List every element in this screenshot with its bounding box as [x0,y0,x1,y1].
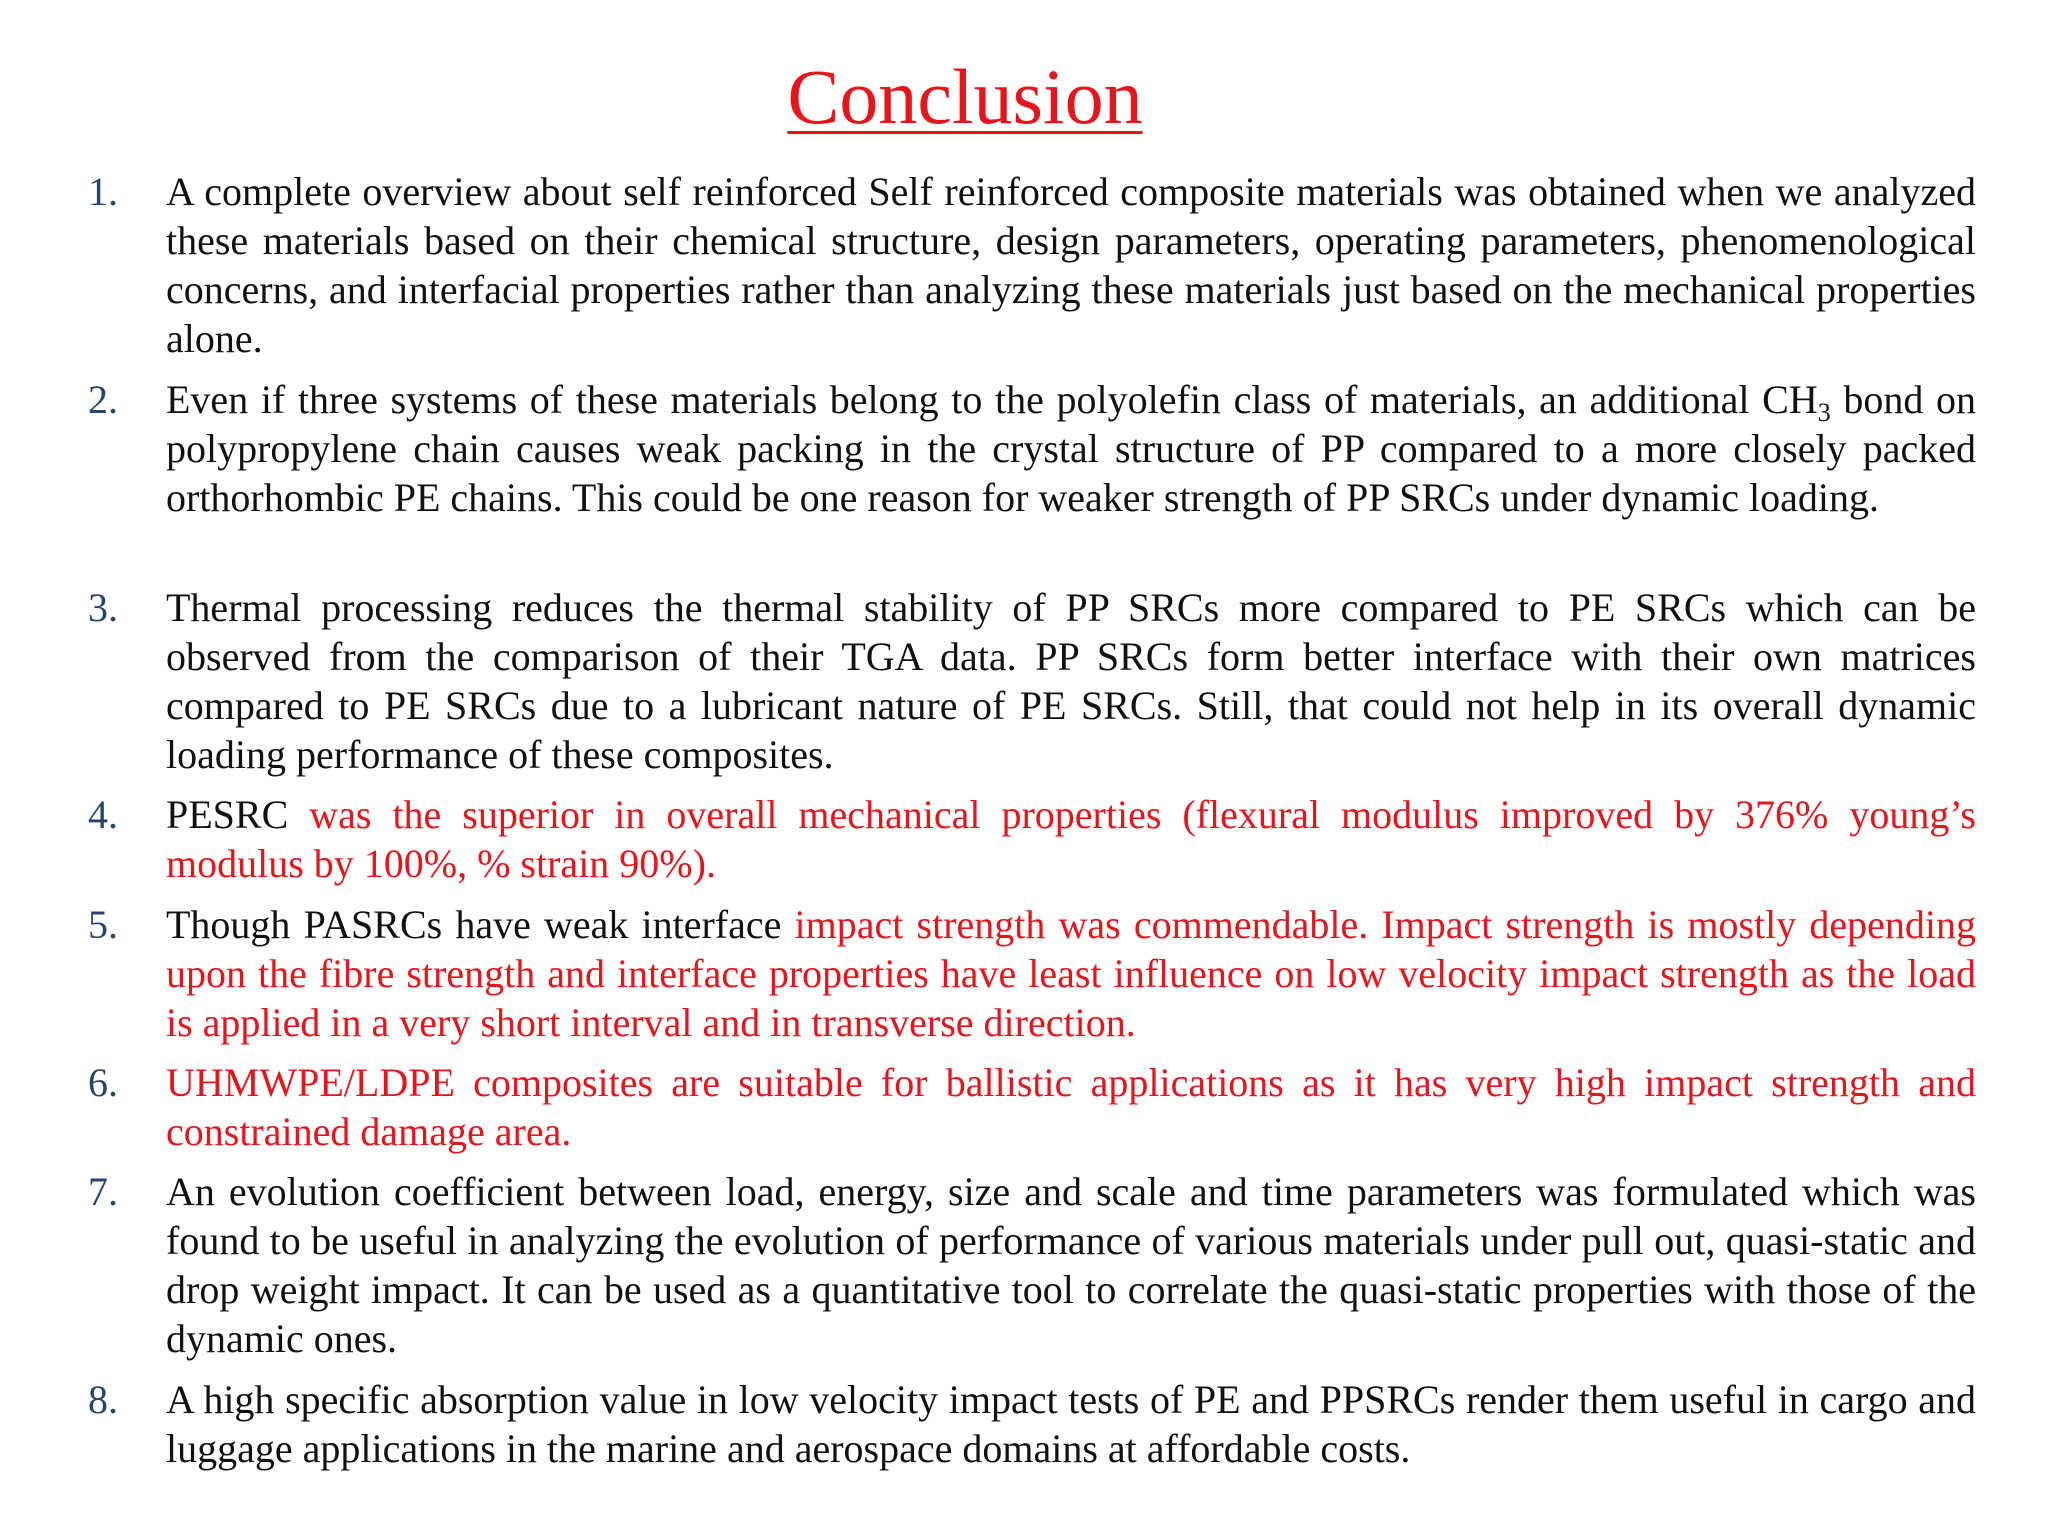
item-text: Even if three systems of these materials belong to the polyolefin class of materials, an additional $CH_3$ bond on polypropylene chain causes weak packing in the crystal structure of PP compared to a more closely packed orthorhombic PE chains. This could be one reason for weaker strength of PP SRCs under dynamic loading. [166,377,1977,520]
item-text: PESRC was the superior in overall mechanical properties (flexural modulus improved by 376% young’s modulus by 100%, % strain 90%). [166,792,1977,886]
item-number: 2. [88,377,118,422]
item-text [166,1058,1976,1156]
item-number: 4. [88,792,118,837]
highlighted-text: impact strength was commendable. Impact strength is mostly depending upon the fibre strength and interface properties have least influence on low velocity impact strength as the load is applied in a very short interval and in transverse direction. [166,902,1977,1045]
highlighted-text: UHMWPE/LDPE composites are suitable for ballistic applications as it has very high impact strength and constrained damage area. [166,1060,1976,1154]
item-number: 6. [88,1060,118,1105]
item-number: 5. [88,902,118,947]
item-number: 8. [88,1377,118,1422]
slide-title: Conclusion [787,53,1143,140]
subscript: 3 [1817,398,1831,427]
item-text: An evolution coefficient between load, energy, size and scale and time parameters was formulated which was found to be useful in analyzing the evolution of performance of various materials under pull out, quasi-static and drop weight impact. It can be used as a quantitative tool to correlate the quasi-static properties with those of the dynamic ones. [166,1169,1976,1361]
item-number: 1. [88,169,118,214]
item-text: Thermal processing reduces the thermal stability of PP SRCs more compared to PE SRCs which can be observed from the comparison of their TGA data. PP SRCs form better interface with their own matrices compared to PE SRCs due to a lubricant nature of PE SRCs. Still, that could not help in its overall dynamic loading performance of these composites. [166,585,1976,777]
highlighted-text: was the superior in overall mechanical properties (flexural modulus improved by 376% young’s modulus by 100%, % strain 90%). [166,792,1977,886]
item-text: A complete overview about self reinforced Self reinforced composite materials was obtained when we analyzed these materials based on their chemical structure, design parameters, operating parameters, phenomenological concerns, and interfacial properties rather than analyzing these materials just based on the mechanical properties alone. [166,169,1976,361]
item-number: 3. [88,585,118,630]
item-text: A high specific absorption value in low velocity impact tests of PE and PPSRCs render them useful in cargo and luggage applications in the marine and aerospace domains at affordable costs. [166,1377,1976,1471]
item-text: Though PASRCs have weak interface impact strength was commendable. Impact strength is mostly depending upon the fibre strength and interface properties have least influence on low velocity impact strength as the load is applied in a very short interval and in transverse direction. [166,902,1977,1045]
item-number: 7. [88,1169,118,1214]
